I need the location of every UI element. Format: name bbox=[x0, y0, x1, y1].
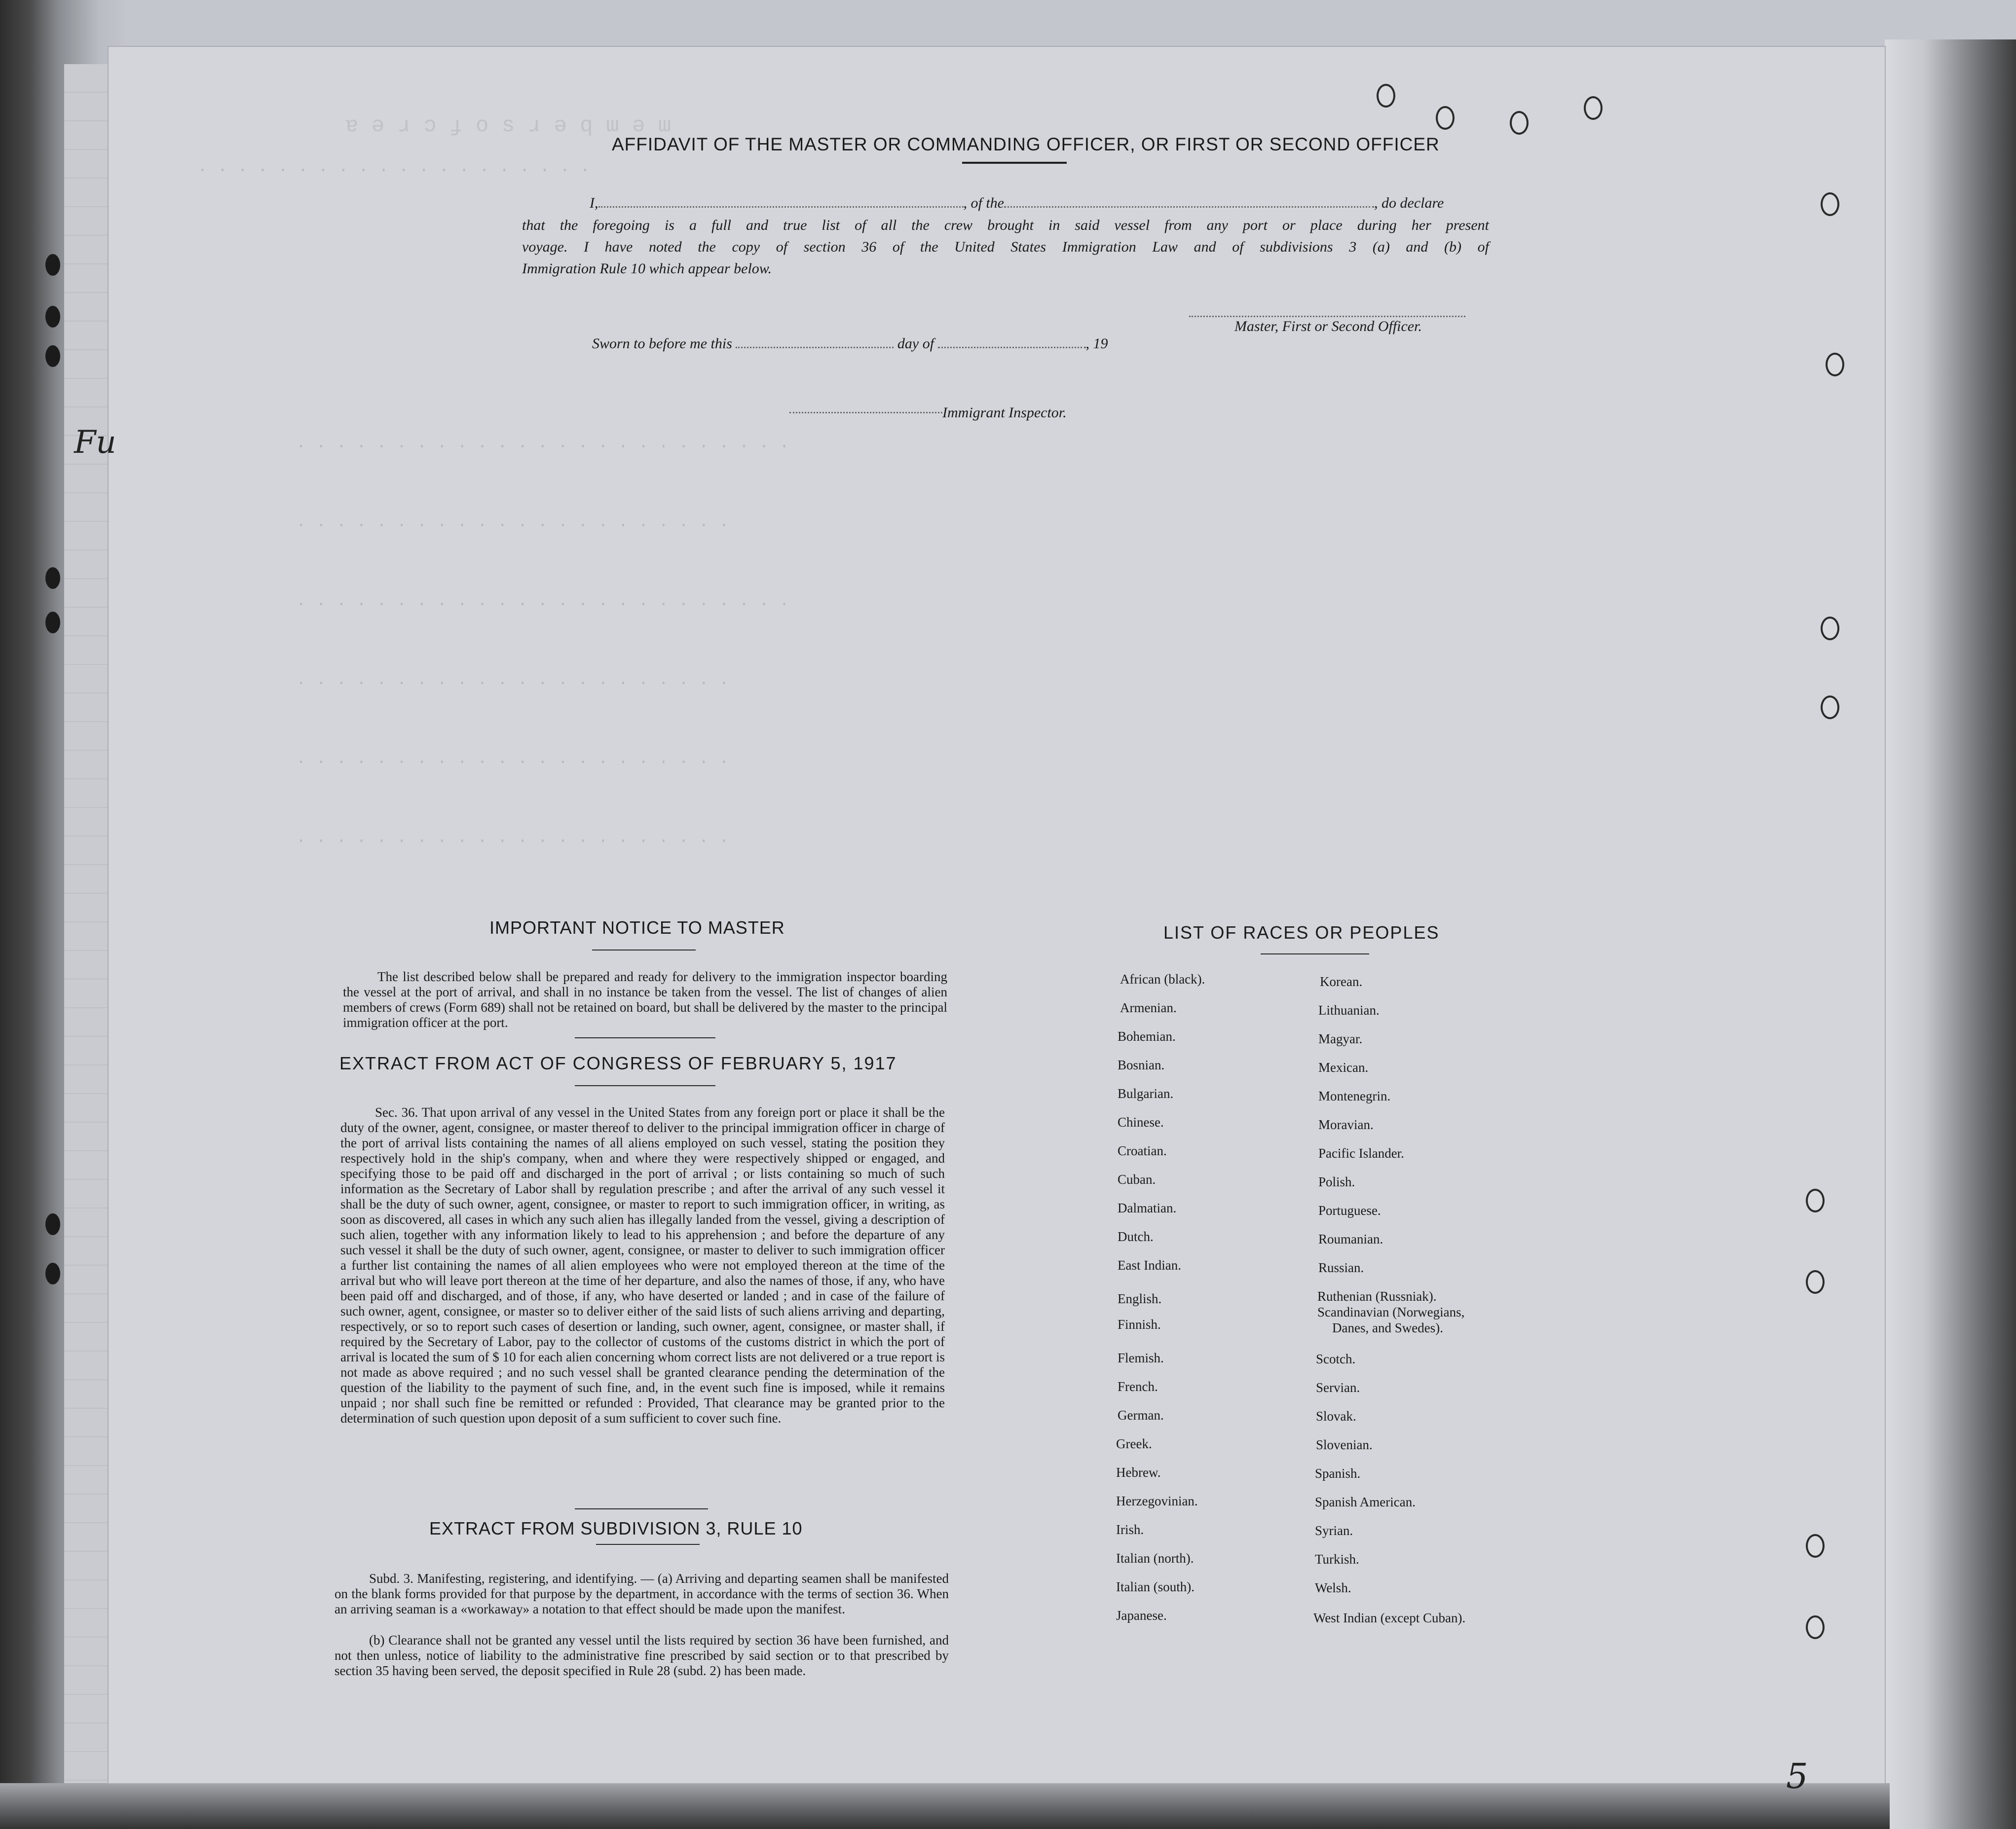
bleedthrough-text: . . . . . . . . . . . . . . . . . . . . . . . . . bbox=[296, 592, 789, 611]
race-item: Danes, and Swedes). bbox=[1332, 1320, 1443, 1335]
affidavit-body-3: Immigration Rule 10 which appear below. bbox=[522, 260, 772, 277]
race-item: Spanish American. bbox=[1315, 1495, 1416, 1509]
race-item: Portuguese. bbox=[1318, 1203, 1381, 1218]
bleedthrough-text: . . . . . . . . . . . . . . . . . . . . . . bbox=[296, 750, 729, 768]
races-title-rule bbox=[1261, 953, 1369, 954]
sworn-line bbox=[592, 335, 1108, 352]
section-divider bbox=[575, 1508, 708, 1509]
bleedthrough-text: ɐ ǝ ɹ ɔ ɟ o s ɹ ǝ q ɯ ǝ ɯ bbox=[345, 113, 672, 138]
race-item: Polish. bbox=[1318, 1174, 1355, 1189]
page-edge-right bbox=[1885, 39, 2016, 1829]
notice-title: IMPORTANT NOTICE TO MASTER bbox=[489, 917, 785, 938]
master-signature-label: Master, First or Second Officer. bbox=[1234, 318, 1422, 334]
race-item: Bosnian. bbox=[1118, 1058, 1165, 1072]
race-item: East Indian. bbox=[1118, 1258, 1181, 1273]
master-signature-line[interactable] bbox=[1189, 316, 1465, 317]
affidavit-line-1 bbox=[590, 195, 1444, 212]
punch-hole-icon bbox=[1806, 1270, 1825, 1294]
do-declare-label: , do declare bbox=[1374, 195, 1444, 211]
bleedthrough-text: . . . . . . . . . . . . . . . . . . . . . . bbox=[296, 829, 729, 847]
punch-hole-icon bbox=[1377, 84, 1395, 108]
bleedthrough-text: . . . . . . . . . . . . . . . . . . . . . . . . . bbox=[296, 434, 789, 453]
of-the-label: , of the bbox=[963, 195, 1004, 211]
race-item: Finnish. bbox=[1118, 1317, 1161, 1332]
race-item: Italian (south). bbox=[1116, 1579, 1195, 1594]
race-item: Bulgarian. bbox=[1118, 1086, 1174, 1101]
inspector-signature-line[interactable] bbox=[789, 412, 942, 413]
race-item: Syrian. bbox=[1315, 1523, 1353, 1538]
handwritten-page-number: 5 bbox=[1786, 1756, 1808, 1796]
race-item: Dutch. bbox=[1118, 1229, 1154, 1244]
race-item: Spanish. bbox=[1315, 1466, 1361, 1481]
punch-hole-icon bbox=[1584, 96, 1603, 120]
vessel-blank[interactable] bbox=[1004, 206, 1374, 208]
race-item: Mexican. bbox=[1318, 1060, 1369, 1075]
race-item: Lithuanian. bbox=[1318, 1003, 1380, 1018]
race-item: Bohemian. bbox=[1118, 1029, 1176, 1044]
act-title-rule bbox=[575, 1085, 715, 1086]
race-item: Magyar. bbox=[1318, 1031, 1363, 1046]
race-item: Scotch. bbox=[1316, 1352, 1356, 1366]
race-item: Russian. bbox=[1318, 1260, 1364, 1275]
sworn-label: Sworn to before me this bbox=[592, 335, 732, 352]
races-title: LIST OF RACES OR PEOPLES bbox=[1163, 922, 1440, 943]
race-item: German. bbox=[1118, 1408, 1164, 1423]
race-item: Ruthenian (Russniak). bbox=[1317, 1289, 1437, 1304]
i-label: I, bbox=[590, 195, 598, 211]
race-item: Irish. bbox=[1116, 1522, 1144, 1537]
act-title: EXTRACT FROM ACT OF CONGRESS OF FEBRUARY 5, 1917 bbox=[339, 1053, 897, 1073]
punch-hole-icon bbox=[1806, 1615, 1825, 1639]
name-blank[interactable] bbox=[598, 206, 964, 208]
act-text: Sec. 36. That upon arrival of any vessel in the United States from any foreign port or place it shall be the duty of the owner, agent, consignee, or master thereof to deliver to the principal immigration officer in charge of the port of arrival lists containing the names of all aliens employed on such vessel, stating the position they respectively hold in the ship's company, when and where they were respectively shipped or engaged, and specifying those to be paid off and discharged in the port of arrival ; or lists containing so much of such information as the Secretary of Labor shall by regulation prescribe ; and after the arrival of any such vessel it shall be the duty of such owner, agent, consignee, or master to report to such immigration officer, in writing, as soon as discovered, all cases in which any such alien has illegally landed from the vessel, giving a description of such alien, together with any information likely to lead to his apprehension ; and before the departure of any such vessel it shall be the duty of such owner, agent, consignee, or master to deliver to such immigration officer a further list containing the names of all alien employees who were not employed thereon at the time of the arrival but who will leave port thereon at the time of her departure, and also the names of those, if any, who have been paid off and discharged, and of those, if any, who have deserted or landed ; and in case of the failure of such owner, agent, consignee, or master so to deliver either of the said lists of such aliens arriving and departing, respectively, or so to report such cases of desertion or landing, such owner, agent, consignee, or master shall, if required by the Secretary of Labor, pay to the collector of customs of the customs district in which the port of arrival is located the sum of $ 10 for each alien concerning whom correct lists are not delivered or a true report is not made as above required ; and no such vessel shall be granted clearance pending the determination of the question of the liability to the payment of such fine, and, in the event such fine is imposed, while it remains unpaid ; nor shall such fine be remitted or refunded : Provided, That clearance may be granted prior to the determination of such question upon deposit of a sum sufficient to cover such fine. bbox=[340, 1105, 945, 1426]
handwritten-margin-note: Fu bbox=[74, 424, 116, 461]
affidavit-title-rule bbox=[962, 162, 1067, 164]
rule-title: EXTRACT FROM SUBDIVISION 3, RULE 10 bbox=[429, 1518, 803, 1538]
race-item: Cuban. bbox=[1118, 1172, 1156, 1187]
race-item: Chinese. bbox=[1118, 1115, 1164, 1130]
bleedthrough-text: . . . . . . . . . . . . . . . . . . . . . . bbox=[296, 513, 729, 532]
day-of-label: day of bbox=[897, 335, 934, 352]
race-item: Scandinavian (Norwegians, bbox=[1317, 1305, 1465, 1319]
punch-hole-icon bbox=[1821, 192, 1839, 216]
punch-hole-icon bbox=[1821, 617, 1839, 640]
rule-para-b: (b) Clearance shall not be granted any vessel until the lists required by section 36 have been furnished, and not then unless, notice of liability to the administrative fine prescribed by said section or to that prescribed by section 35 having been served, the deposit specified in Rule 28 (subd. 2) has been made. bbox=[335, 1633, 949, 1678]
punch-hole-icon bbox=[1821, 695, 1839, 719]
race-item: Italian (north). bbox=[1116, 1551, 1194, 1566]
race-item: Montenegrin. bbox=[1318, 1089, 1391, 1103]
rule-para-a: Subd. 3. Manifesting, registering, and identifying. — (a) Arriving and departing seamen shall be manifested on the blank forms provided for that purpose by the department, in accordance with the terms of section 36. When an arriving seaman is a «workaway» a notation to that effect should be made upon the manifest. bbox=[335, 1571, 949, 1616]
race-item: Herzegovinian. bbox=[1116, 1494, 1198, 1508]
race-item: Croatian. bbox=[1118, 1143, 1167, 1158]
year-prefix: , 19 bbox=[1085, 335, 1108, 352]
race-item: Welsh. bbox=[1315, 1580, 1351, 1595]
race-item: Moravian. bbox=[1318, 1117, 1374, 1132]
binding-hole-icon bbox=[45, 254, 60, 276]
race-item: Pacific Islander. bbox=[1318, 1146, 1404, 1161]
bleedthrough-text: . . . . . . . . . . . . . . . . . . . . bbox=[197, 158, 590, 177]
race-item: Japanese. bbox=[1116, 1608, 1167, 1623]
binding-hole-icon bbox=[45, 1263, 60, 1284]
affidavit-body-1: that the foregoing is a full and true list of all the crew brought in said vessel from any port or place during her present bbox=[522, 217, 1489, 233]
race-item: Korean. bbox=[1320, 974, 1363, 989]
punch-hole-icon bbox=[1436, 106, 1455, 130]
binding-hole-icon bbox=[45, 612, 60, 633]
underlying-ledger-strip bbox=[64, 64, 114, 1800]
affidavit-body-2: voyage. I have noted the copy of section 36 of the United States Immigration Law and of subdivisions 3 (a) and (b) of bbox=[522, 239, 1489, 255]
race-item: Servian. bbox=[1316, 1380, 1360, 1395]
punch-hole-icon bbox=[1510, 111, 1529, 135]
month-blank[interactable] bbox=[938, 347, 1086, 348]
race-item: French. bbox=[1118, 1379, 1158, 1394]
binding-hole-icon bbox=[45, 306, 60, 328]
notice-title-rule bbox=[592, 950, 696, 951]
race-item: Turkish. bbox=[1315, 1552, 1359, 1567]
day-blank[interactable] bbox=[736, 347, 894, 348]
race-item: Flemish. bbox=[1118, 1351, 1164, 1365]
affidavit-title: AFFIDAVIT OF THE MASTER OR COMMANDING OFFICER, OR FIRST OR SECOND OFFICER bbox=[612, 134, 1440, 154]
punch-hole-icon bbox=[1806, 1189, 1825, 1212]
race-item: Armenian. bbox=[1120, 1000, 1177, 1015]
bleedthrough-text: . . . . . . . . . . . . . . . . . . . . . . bbox=[296, 671, 729, 690]
race-item: African (black). bbox=[1120, 972, 1205, 987]
inspector-label: Immigrant Inspector. bbox=[942, 404, 1067, 421]
rule-title-rule bbox=[596, 1544, 700, 1545]
punch-hole-icon bbox=[1826, 353, 1844, 376]
race-item: Hebrew. bbox=[1116, 1465, 1161, 1480]
race-item: Roumanian. bbox=[1318, 1232, 1383, 1246]
race-item: English. bbox=[1118, 1291, 1162, 1306]
race-item: Slovak. bbox=[1316, 1409, 1356, 1424]
race-item: Slovenian. bbox=[1316, 1437, 1373, 1452]
binding-hole-icon bbox=[45, 345, 60, 367]
punch-hole-icon bbox=[1806, 1534, 1825, 1558]
manifest-page bbox=[109, 47, 1885, 1783]
race-item: Greek. bbox=[1116, 1436, 1152, 1451]
race-item: Dalmatian. bbox=[1118, 1201, 1177, 1215]
page-edge-bottom bbox=[0, 1783, 1890, 1829]
notice-text: The list described below shall be prepared and ready for delivery to the immigration inspector boarding the vessel at the port of arrival, and shall in no instance be taken from the vessel. The list of changes of alien members of crews (Form 689) shall not be retained on board, but shall be delivered by the master to the principal immigration officer at the port. bbox=[343, 969, 947, 1030]
binding-hole-icon bbox=[45, 1213, 60, 1235]
race-item: West Indian (except Cuban). bbox=[1313, 1610, 1466, 1625]
section-divider bbox=[575, 1037, 715, 1038]
binding-hole-icon bbox=[45, 567, 60, 589]
